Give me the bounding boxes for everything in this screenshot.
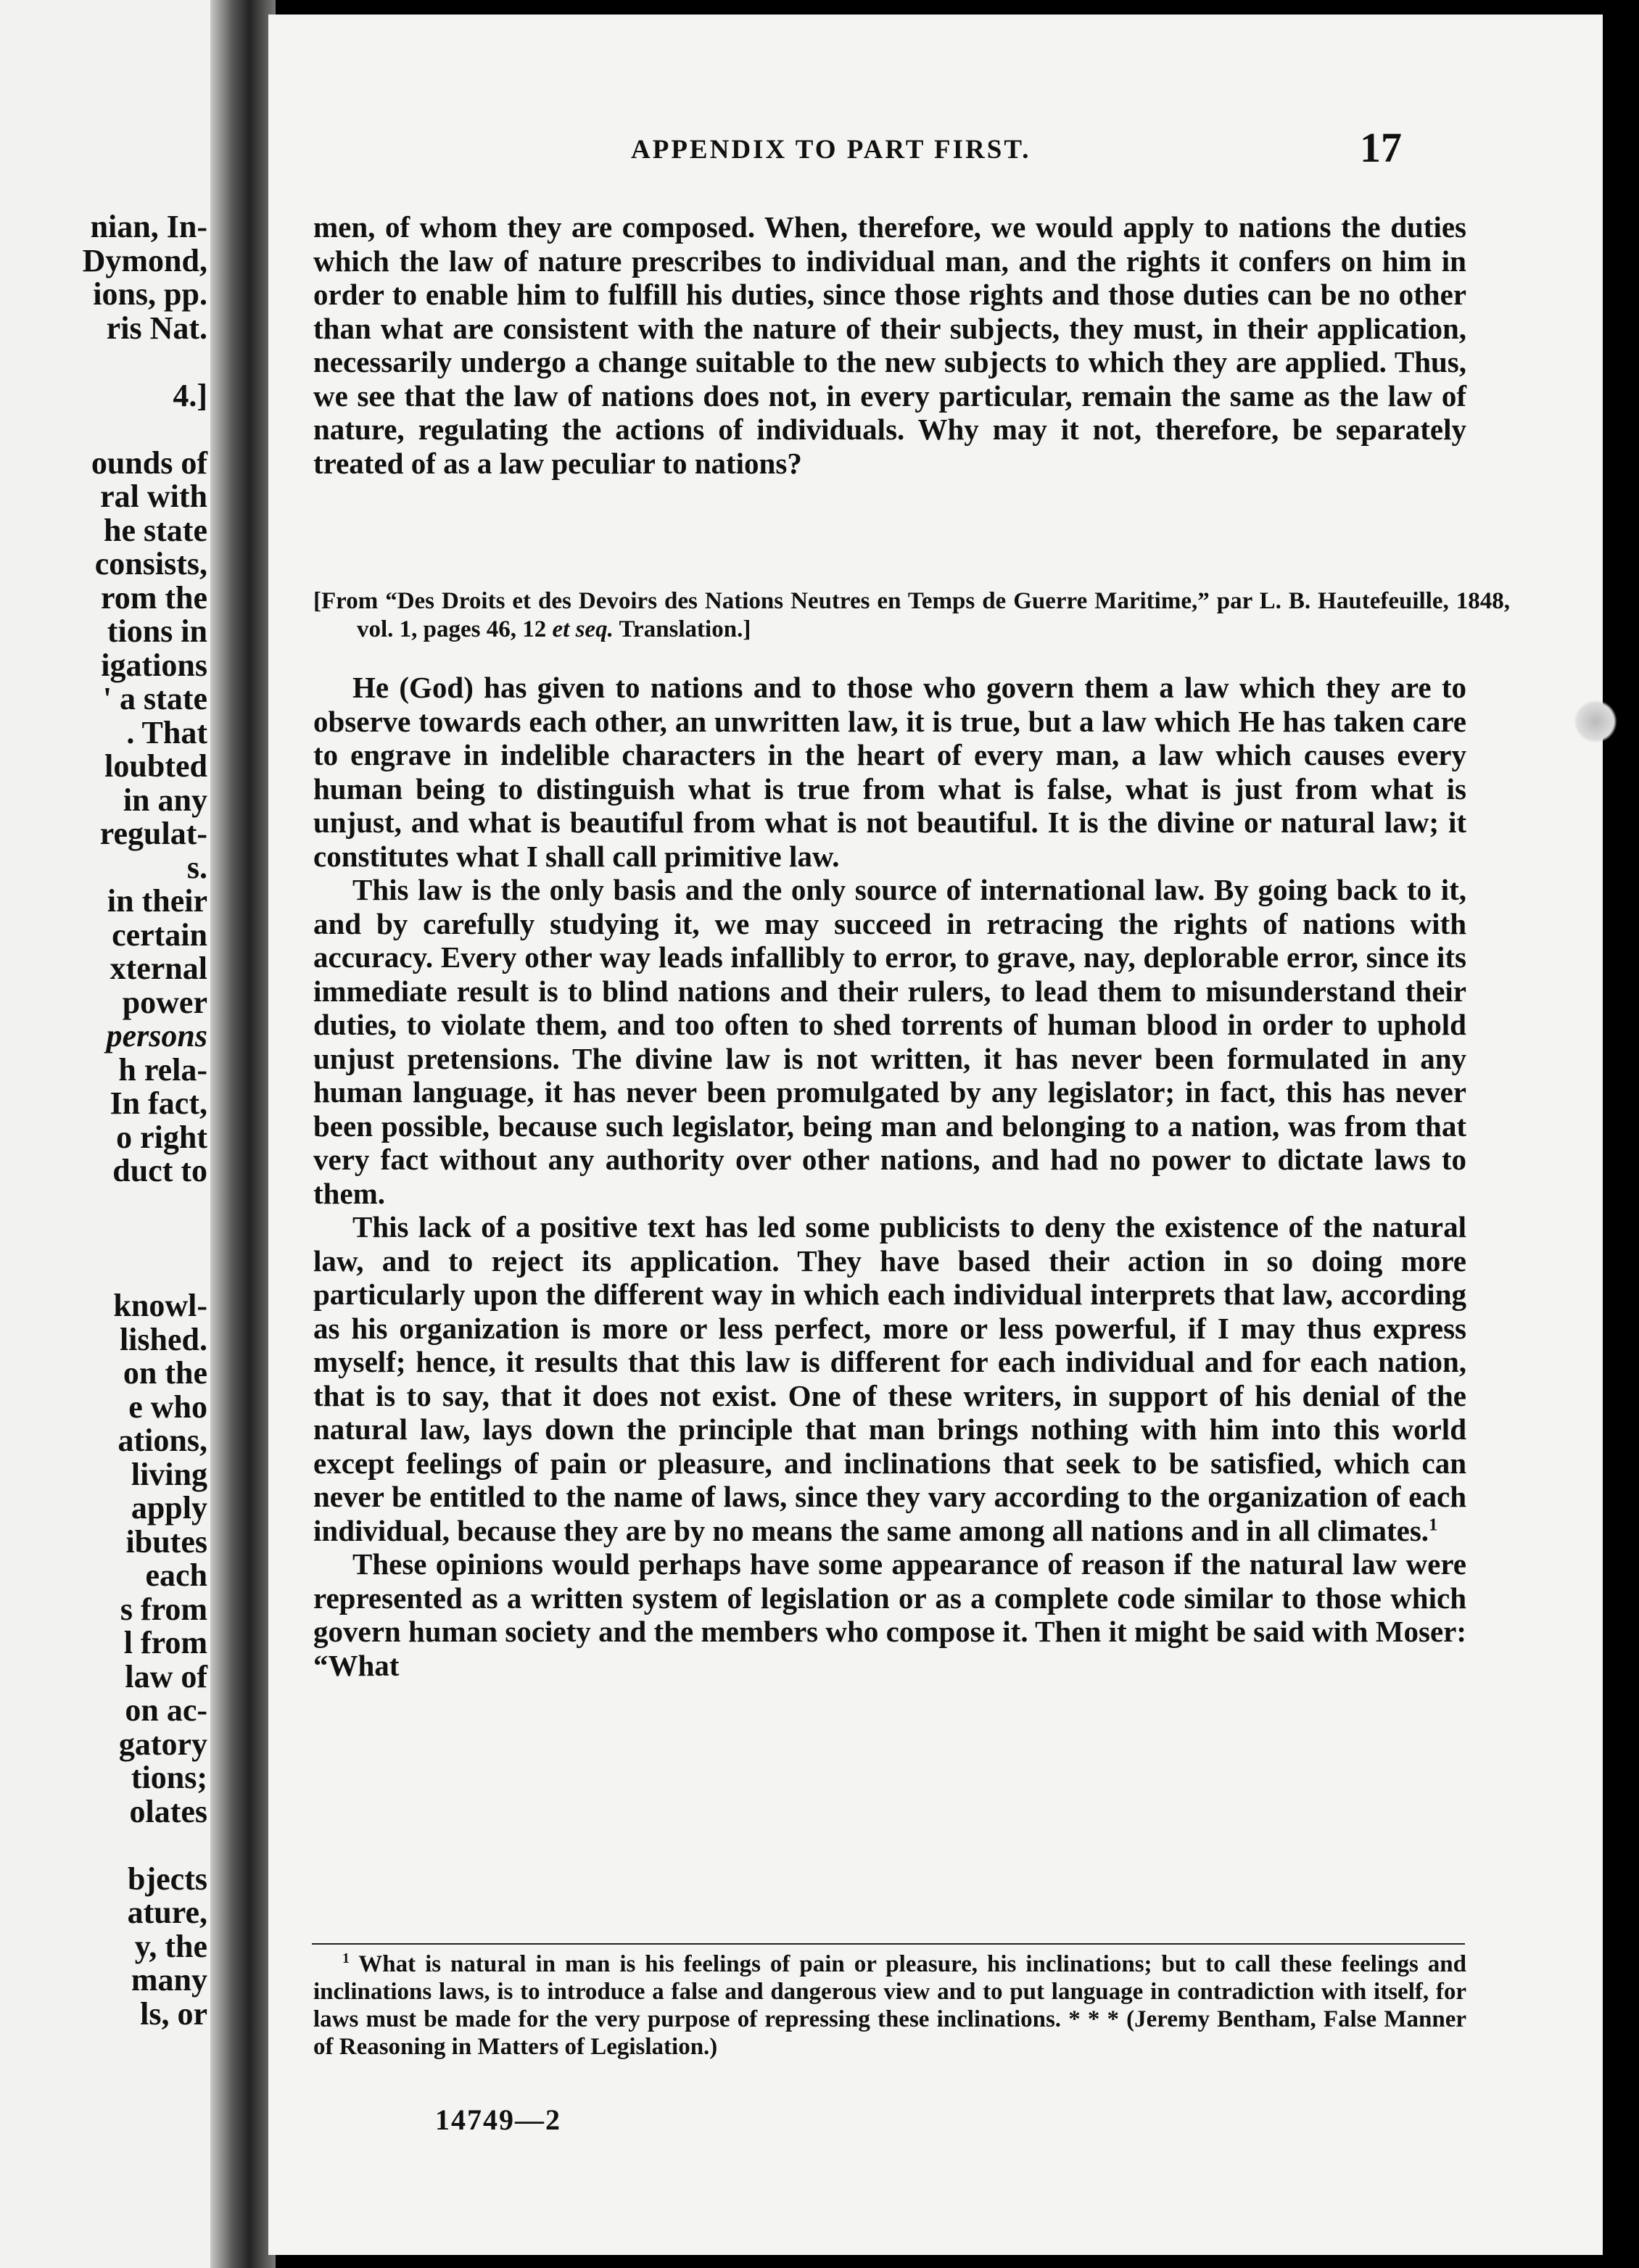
facing-page-line: ature, bbox=[127, 1895, 207, 1930]
facing-page-line: xternal bbox=[110, 951, 207, 986]
facing-page-line: ls, or bbox=[140, 1995, 207, 2032]
facing-page-fragment bbox=[0, 0, 218, 2268]
facing-page-line: each bbox=[145, 1557, 207, 1593]
facing-page-line: on ac- bbox=[125, 1692, 207, 1728]
facing-page-line: ibutes bbox=[125, 1523, 207, 1560]
facing-page-line bbox=[0, 345, 218, 379]
book-gutter bbox=[210, 0, 276, 2268]
source-citation bbox=[313, 587, 1510, 644]
facing-page-line: y, the bbox=[134, 1928, 207, 1964]
facing-page-line: e who bbox=[128, 1388, 207, 1425]
facing-page-line: l from bbox=[123, 1625, 207, 1660]
facing-page-line bbox=[0, 1188, 218, 1222]
body-paragraph: This law is the only basis and the only source of international law. By going back to it, and by carefully studying it, we may succeed in retracing the rights of nations with accuracy. Every other way leads infallibly to error, to grave, nay, deplorable error, since its immediate result is to blind nations and their rulers, to lead them to misunderstand their duties, to violate them, and too often to shed torrents of human blood in order to uphold unjust pretensions. The divine law is not written, it has never been formulated in any human language, it has never been promulgated by any legislator; in fact, this has never been possible, because such legislator, being man and belonging to a nation, was from that very fact without any authority over other nations, and had no power to dictate laws to them. bbox=[313, 873, 1466, 1210]
paper-stain bbox=[1574, 700, 1617, 743]
facing-page-line bbox=[0, 1829, 218, 1863]
facing-page-line: ris Nat. bbox=[106, 310, 207, 346]
facing-page-line: ations, bbox=[117, 1423, 207, 1458]
facing-page-line: s. bbox=[186, 849, 207, 885]
facing-page-line: he state bbox=[104, 512, 207, 548]
main-body bbox=[313, 671, 1466, 1682]
facing-page-line: on the bbox=[123, 1355, 207, 1391]
body-paragraph bbox=[313, 1210, 1466, 1547]
facing-page-line: gatory bbox=[118, 1726, 207, 1762]
facing-page-line bbox=[0, 1256, 218, 1290]
facing-page-line: persons bbox=[106, 1018, 207, 1054]
facing-page-line: tions in bbox=[107, 613, 207, 649]
facing-page-line: o right bbox=[116, 1119, 207, 1155]
facing-page-line: many bbox=[131, 1962, 207, 1998]
page-number: 17 bbox=[1360, 124, 1402, 171]
facing-page-line bbox=[0, 413, 218, 447]
facing-page-line: Dymond, bbox=[82, 242, 207, 278]
source-citation-suffix: Translation.] bbox=[613, 616, 751, 642]
footnote-marker: 1 bbox=[342, 1950, 350, 1966]
footnote-text: What is natural in man is his feelings of pain or pleasure, his inclinations; but to call these feelings and inclinations laws, is to introduce a false and dangerous view and to put language in contradiction with itself, for laws must be made for the very purpose of repressing these inclinations. * * * (Jeremy Bentham, False Manner of Reasoning in Matters of Legislation.) bbox=[313, 1951, 1466, 2060]
facing-page-line: ' a state bbox=[102, 681, 207, 716]
facing-page-line: power bbox=[122, 984, 207, 1020]
book-page bbox=[268, 15, 1603, 2255]
facing-page-line: In fact, bbox=[110, 1085, 207, 1121]
printer-signature-mark: 14749—2 bbox=[435, 2103, 561, 2136]
source-citation-et-seq: et seq. bbox=[552, 616, 614, 642]
footnote-divider bbox=[312, 1943, 1465, 1945]
facing-page-line: apply bbox=[131, 1490, 207, 1526]
facing-page-line: . That bbox=[126, 714, 207, 750]
body-paragraph-text: This lack of a positive text has led some publicists to deny the existence of the natural law, and to reject its application. They have based their action in so doing more particularly upon the different way in which each individual interprets that law, according as his organization is more or less perfect, more or less powerful, if I may thus express myself; hence, it results that this law is different for each individual and for each nation, that is to say, that it does not exist. One of these writers, in support of his denial of the natural law, lays down the principle that man brings nothing with him into this world except feelings of pain or pleasure, and inclinations that seek to be satisfied, which can never be entitled to the name of laws, since they vary according to the organization of each individual, because they are by no means the same among all nations and in all climates. bbox=[313, 1210, 1466, 1547]
facing-page-line: regulat- bbox=[99, 816, 207, 851]
facing-page-line: certain bbox=[112, 916, 207, 953]
facing-page-line: ions, pp. bbox=[93, 276, 207, 312]
facing-page-line: law of bbox=[125, 1658, 207, 1694]
footnote-reference: 1 bbox=[1429, 1514, 1438, 1534]
facing-page-text bbox=[0, 210, 218, 2031]
facing-page-line: 4.] bbox=[173, 377, 207, 413]
facing-page-line: ral with bbox=[100, 479, 207, 514]
opening-paragraph: men, of whom they are composed. When, therefore, we would apply to nations the duties which the law of nature prescribes to individual man, and the rights it confers on him in order to enable him to fulfill his duties, since those rights and those duties can be no other than what are consistent with the nature of their subjects, they must, in their application, necessarily undergo a change suitable to the new subjects to which they are applied. Thus, we see that the law of nations does not, in every particular, remain the same as the law of nature, regulating the actions of individuals. Why may it not, therefore, be separately treated of as a law peculiar to nations? bbox=[313, 210, 1466, 480]
facing-page-line: duct to bbox=[112, 1153, 207, 1188]
facing-page-line: lished. bbox=[119, 1321, 207, 1357]
footnote bbox=[313, 1950, 1466, 2061]
facing-page-line: bjects bbox=[128, 1861, 207, 1897]
facing-page-line: in their bbox=[107, 883, 207, 919]
facing-page-line: rom the bbox=[100, 579, 207, 616]
facing-page-line: in any bbox=[123, 782, 207, 818]
facing-page-line: igations bbox=[101, 647, 207, 683]
facing-page-line: consists, bbox=[94, 546, 207, 582]
facing-page-line: ounds of bbox=[91, 444, 207, 481]
facing-page-line: olates bbox=[129, 1793, 207, 1829]
facing-page-line bbox=[0, 1222, 218, 1256]
facing-page-line: loubted bbox=[104, 748, 207, 784]
facing-page-line: h rela- bbox=[118, 1051, 207, 1088]
facing-page-line: nian, In- bbox=[90, 209, 207, 244]
facing-page-line: s from bbox=[120, 1591, 207, 1627]
facing-page-line: knowl- bbox=[113, 1288, 207, 1323]
facing-page-line: tions; bbox=[131, 1760, 207, 1795]
body-paragraph: He (God) has given to nations and to those who govern them a law which they are to observe towards each other, an unwritten law, it is true, but a law which He has taken care to engrave in indelible characters in the heart of every man, a law which causes every human being to distinguish what is true from what is false, what is just from what is unjust, and what is beautiful from what is not beautiful. It is the divine or natural law; it constitutes what I shall call primitive law. bbox=[313, 671, 1466, 873]
facing-page-line: living bbox=[131, 1456, 207, 1492]
running-head: APPENDIX TO PART FIRST. bbox=[631, 135, 1031, 165]
source-citation-text: [From “Des Droits et des Devoirs des Nations Neutres en Temps de Guerre Maritime,” par L. B. Hautefeuille, 1848, vol. 1, pages 46, 12 bbox=[313, 588, 1510, 642]
body-paragraph: These opinions would perhaps have some appearance of reason if the natural law were represented as a written system of legislation or as a complete code similar to those which govern human society and the members who compose it. Then it might be said with Moser: “What bbox=[313, 1547, 1466, 1682]
